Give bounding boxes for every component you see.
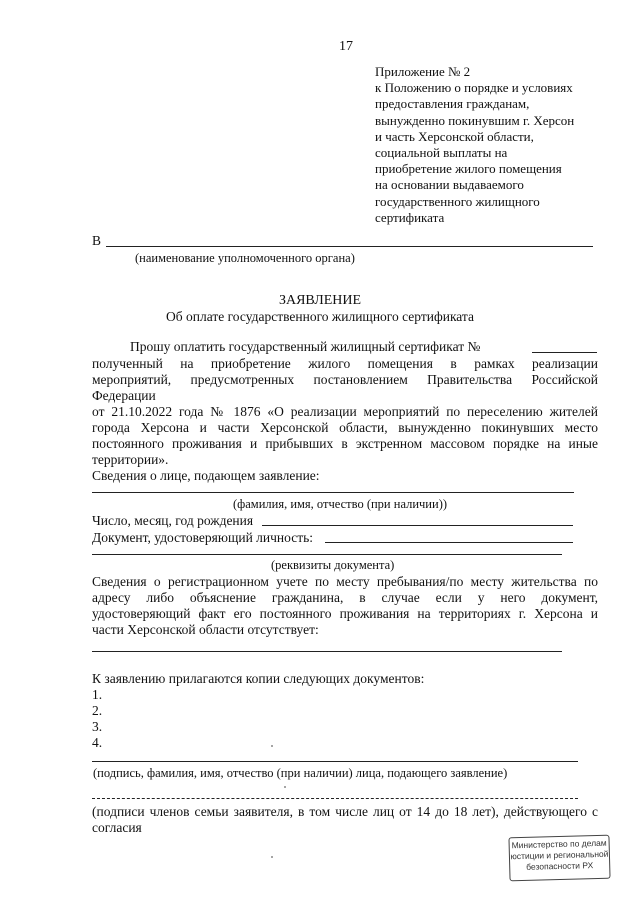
id-document-caption: (реквизиты документа) [271,558,395,572]
ministry-stamp [508,835,610,882]
registration-line-3: удостоверяющий факт его постоянного проживания на территориях г. Херсона и [92,606,598,621]
fio-field[interactable] [92,492,574,493]
body-line-5: от 21.10.2022 года № 1876 «О реализации мероприятий по переселению жителей [92,404,598,419]
registration-line-4: части Херсонской области отсутствует: [92,622,319,637]
id-document-field-2[interactable] [92,554,562,555]
signature-field[interactable] [92,761,578,762]
appendix-line: сертификата [375,209,445,225]
attachment-item: 2. [92,703,103,718]
appendix-line: и часть Херсонской области, [375,128,534,144]
registration-field[interactable] [92,651,562,652]
body-line-1: Прошу оплатить государственный жилищный сертификат № [130,339,481,354]
stamp-line: юстиции и региональной [510,848,609,862]
id-document-label: Документ, удостоверяющий личность: [92,530,314,545]
body-line-4: Федерации [92,388,156,403]
family-caption-line-1: (подписи членов семьи заявителя, в том числе лиц от 14 до 18 лет), действующего с [92,804,598,819]
appendix-line: социальной выплаты на [375,145,508,161]
addressee-prefix: В [92,233,102,248]
birth-date-field[interactable] [262,525,573,526]
appendix-line: государственного жилищного [375,193,540,209]
body-line-8: территории». [92,452,169,467]
scan-speck [271,745,273,747]
attachment-item: 1. [92,687,103,702]
addressee-caption: (наименование уполномоченного органа) [135,251,355,265]
appendix-line: вынужденно покинувшим г. Херсон [375,112,575,128]
document-title: ЗАЯВЛЕНИЕ [278,293,362,308]
appendix-line: к Положению о порядке и условиях [375,80,573,96]
attachments-heading: К заявлению прилагаются копии следующих документов: [92,671,425,686]
addressee-field[interactable] [106,246,593,247]
appendix-line: предоставления гражданам, [375,96,530,112]
attachment-item: 3. [92,719,103,734]
family-signatures-field[interactable] [92,798,578,799]
birth-date-label: Число, месяц, год рождения [92,513,254,528]
registration-line-2: адресу либо объяснение гражданина, в случае если у него документ, [92,590,598,605]
registration-line-1: Сведения о регистрационном учете по месту пребывания/по месту жительства по [92,574,598,589]
appendix-line: на основании выдаваемого [375,177,524,193]
body-line-3: мероприятий, предусмотренных постановлением Правительства Российской [92,372,598,387]
body-line-6: города Херсона и части Херсонской области, вынужденно покинувших место [92,420,598,435]
scan-speck [271,856,273,858]
scan-speck [284,786,286,788]
appendix-line: Приложение № 2 [375,64,471,79]
page-number: 17 [339,39,353,54]
document-subtitle: Об оплате государственного жилищного сертификата [165,309,474,324]
body-line-2: полученный на приобретение жилого помещения в рамках реализации [92,356,598,371]
stamp-line: Министерство по делам [511,837,607,851]
stamp-line: безопасности РХ [526,860,594,872]
family-caption-line-2: согласия [92,820,142,835]
body-line-7: постоянного проживания и прибывших в экстренном массовом порядке на иные [92,436,598,451]
applicant-heading: Сведения о лице, подающем заявление: [92,468,320,483]
attachment-item: 4. [92,735,103,750]
signature-caption: (подпись, фамилия, имя, отчество (при наличии) лица, подающего заявление) [93,766,508,780]
certificate-number-field[interactable] [532,352,597,353]
id-document-field[interactable] [325,542,573,543]
appendix-line: приобретение жилого помещения [375,161,562,177]
fio-caption: (фамилия, имя, отчество (при наличии)) [233,497,448,511]
appendix-block [375,64,615,226]
